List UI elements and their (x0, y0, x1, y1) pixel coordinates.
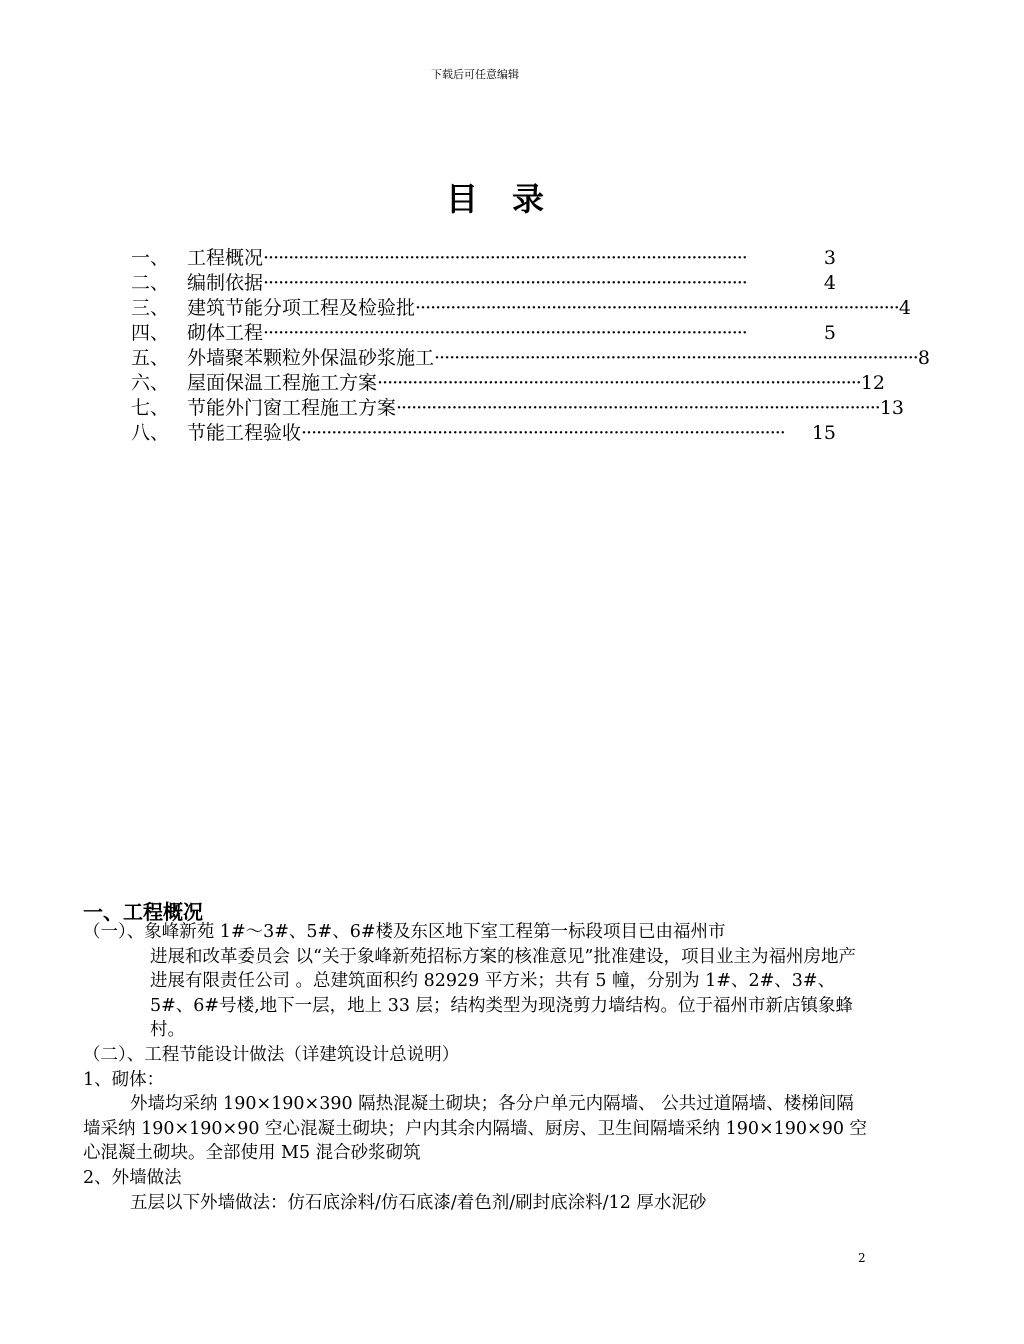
toc-leader-dots: ································································································ (415, 297, 899, 319)
section-heading: 一、工程概况 (83, 900, 203, 924)
subheading-masonry: 1、砌体： (83, 1069, 165, 1090)
toc-entry[interactable] (131, 421, 836, 446)
toc-entry-page: 5 (823, 322, 836, 344)
paragraph-masonry: 外墙均采纳 190×190×390 隔热混凝土砌块；各分户单元内隔墙、 公共过道隔墙、楼梯间隔墙采纳 190×190×90 空心混凝土砌块；户内其余内隔墙、厨房、卫生间隔墙采纳 190×190×90 空心混凝土砌块。全部使用 M5 混合砂浆砌筑 (83, 1094, 868, 1164)
paragraph-design-method: （二）、工程节能设计做法（详建筑设计总说明） (83, 1044, 460, 1065)
paragraph-exterior-wall: 五层以下外墙做法：仿石底涂料/仿石底漆/着色剂/刷封底涂料/12 厚水泥砂 (130, 1192, 707, 1213)
toc-leader-dots: ································································································ (263, 272, 747, 294)
toc-entry-label: 建筑节能分项工程及检验批 (187, 297, 416, 319)
toc-leader-dots: ································································································ (263, 247, 747, 269)
toc-entry-page: 4 (898, 297, 911, 319)
toc-entry-label: 砌体工程 (187, 322, 264, 344)
toc-entry-label: 节能工程验收 (187, 422, 302, 444)
toc-leader-dots: ································································································ (396, 397, 880, 419)
toc-leader-dots: ································································································ (434, 347, 918, 369)
toc-entry-label: 工程概况 (187, 247, 264, 269)
toc-entry-number: 二、 (131, 272, 170, 294)
toc-entry-label: 屋面保温工程施工方案 (187, 372, 378, 394)
toc-entry-page: 4 (823, 272, 836, 294)
toc-entry-page: 3 (823, 247, 836, 269)
toc-entry[interactable] (131, 371, 885, 396)
subheading-exterior-wall: 2、外墙做法 (83, 1167, 182, 1188)
toc-entry-number: 五、 (131, 347, 170, 369)
toc-entry-label: 节能外门窗工程施工方案 (187, 397, 397, 419)
paragraph-overview-continuation: 进展和改革委员会 以“关于象峰新苑招标方案的核准意见”批准建设，项目业主为福州房地产进展有限责任公司 。总建筑面积约 82929 平方米；共有 5 幢，分别为 1#、2#、3#、5#、6#号楼,地下一层，地上 33 层；结构类型为现浇剪力墙结构。位于福州市新店镇象蜂村。 (150, 946, 856, 1041)
toc-entry-label: 编制依据 (187, 272, 264, 294)
toc-title: 目录 (445, 180, 578, 218)
toc-entry[interactable] (131, 271, 836, 296)
toc-entry[interactable] (131, 346, 930, 371)
toc-entry-number: 六、 (131, 372, 170, 394)
toc-entry-page: 8 (917, 347, 930, 369)
toc-entry-label: 外墙聚苯颗粒外保温砂浆施工 (187, 347, 435, 369)
toc-entry-number: 一、 (131, 247, 170, 269)
toc-entry[interactable] (131, 321, 836, 346)
toc-entry-number: 七、 (131, 397, 170, 419)
toc-leader-dots: ································································································ (263, 322, 747, 344)
toc-entry-page: 12 (860, 372, 885, 394)
toc-entry[interactable] (131, 396, 904, 421)
toc-entry-number: 三、 (131, 297, 170, 319)
toc-entry[interactable] (131, 246, 836, 271)
toc-entry-page: 15 (811, 422, 836, 444)
header-note: 下载后可任意编辑 (431, 68, 519, 81)
paragraph-overview-first-line: （一）、象峰新苑 1#～3#、5#、6#楼及东区地下室工程第一标段项目已由福州市 (83, 922, 726, 942)
table-of-contents (131, 246, 930, 446)
toc-entry[interactable] (131, 296, 911, 321)
toc-entry-page: 13 (879, 397, 904, 419)
toc-leader-dots: ································································································ (377, 372, 861, 394)
toc-leader-dots: ································································································ (301, 422, 785, 444)
toc-entry-number: 四、 (131, 322, 170, 344)
page-number: 2 (858, 1251, 866, 1265)
toc-entry-number: 八、 (131, 422, 170, 444)
section-body (83, 920, 869, 1215)
